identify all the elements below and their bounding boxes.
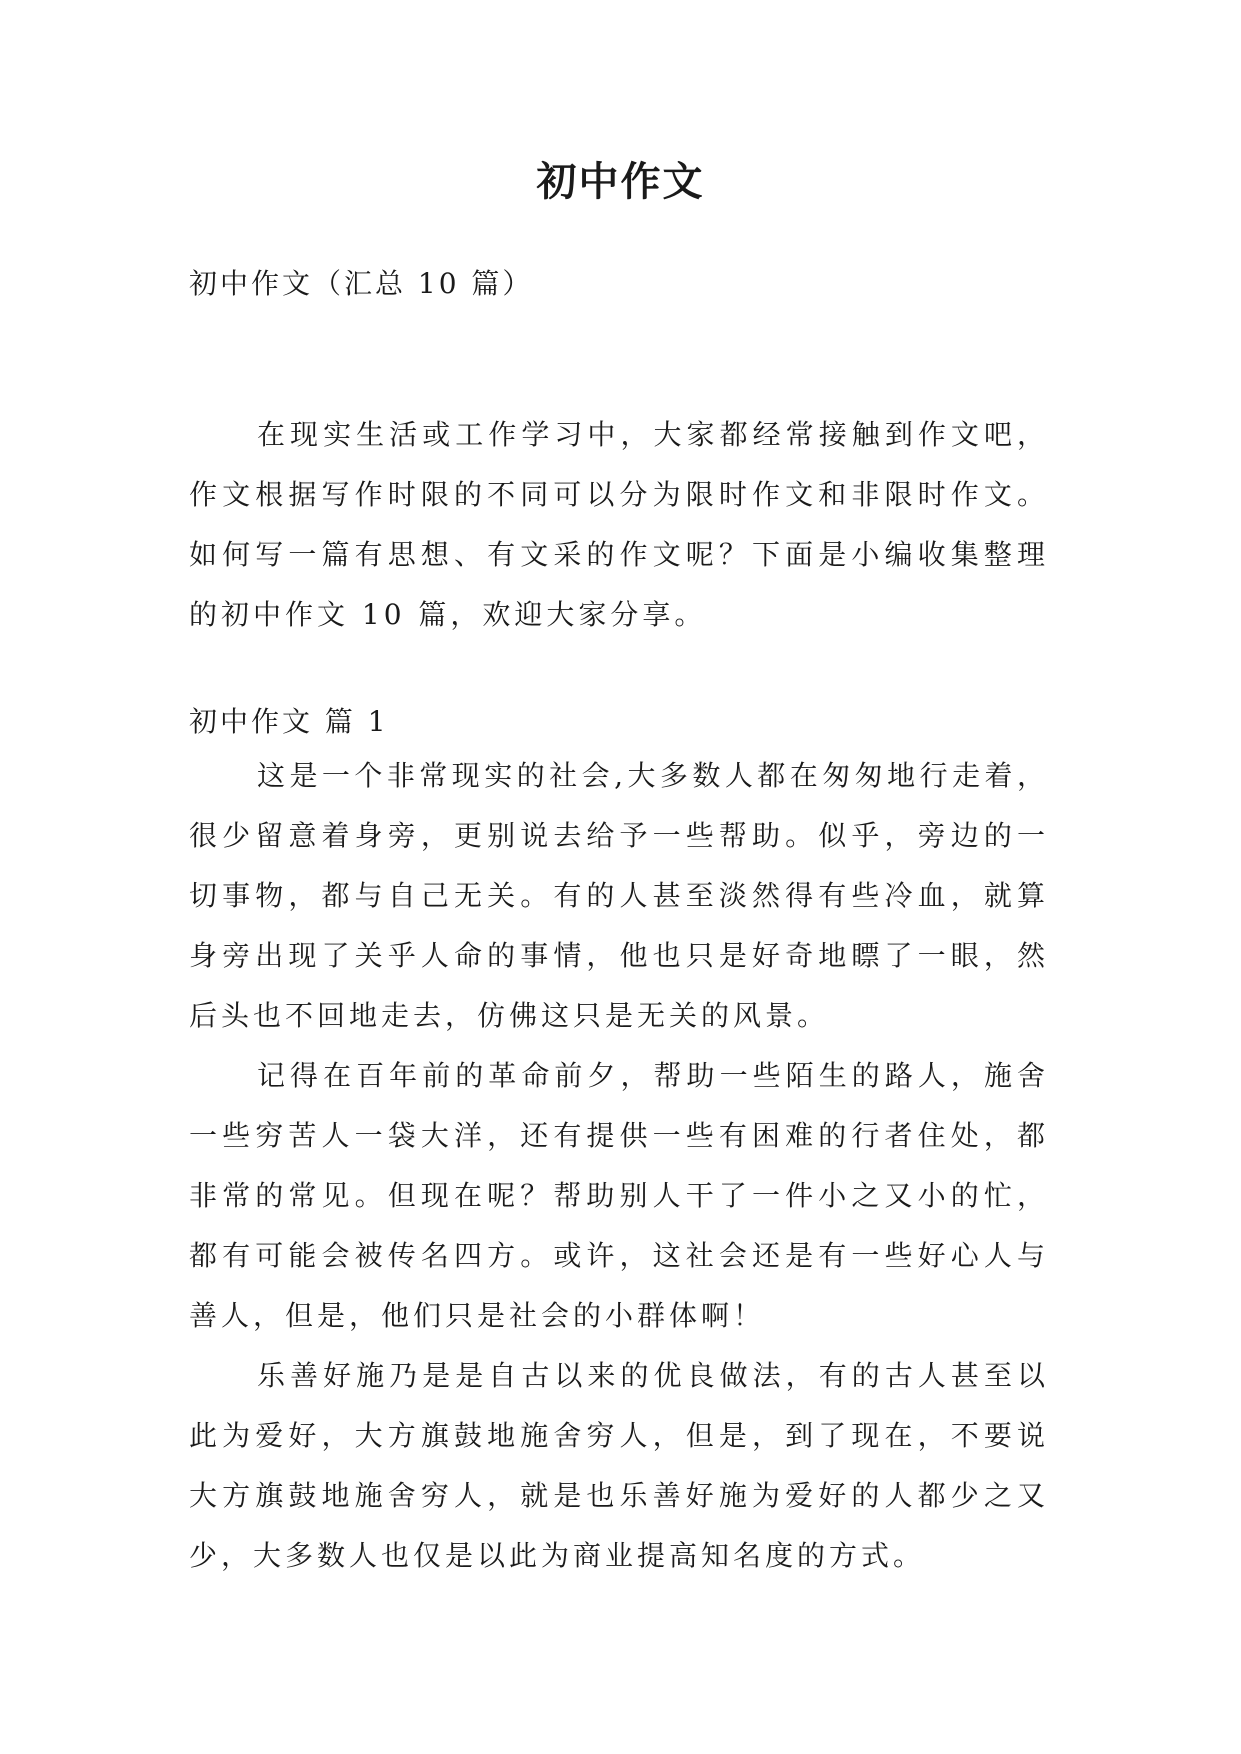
section-paragraph: 这是一个非常现实的社会,大多数人都在匆匆地行走着，很少留意着身旁，更别说去给予一些帮助。似乎，旁边的一切事物，都与自己无关。有的人甚至淡然得有些冷血，就算身旁出现了关乎人命的事情，他也只是好奇地瞟了一眼，然后头也不回地走去，仿佛这只是无关的风景。 bbox=[189, 759, 1049, 1032]
document-subtitle: 初中作文（汇总 10 篇） bbox=[189, 267, 534, 300]
section-paragraph: 乐善好施乃是是自古以来的优良做法，有的古人甚至以此为爱好，大方旗鼓地施舍穷人，但是，到了现在，不要说大方旗鼓地施舍穷人，就是也乐善好施为爱好的人都少之又少，大多数人也仅是以此为商业提高知名度的方式。 bbox=[189, 1359, 1049, 1572]
intro-paragraph: 在现实生活或工作学习中，大家都经常接触到作文吧，作文根据写作时限的不同可以分为限时作文和非限时作文。如何写一篇有思想、有文采的作文呢？下面是小编收集整理的初中作文 10 篇，欢迎大家分享。 bbox=[189, 418, 1049, 631]
section-paragraph: 记得在百年前的革命前夕，帮助一些陌生的路人，施舍一些穷苦人一袋大洋，还有提供一些有困难的行者住处，都非常的常见。但现在呢？帮助别人干了一件小之又小的忙，都有可能会被传名四方。或许，这社会还是有一些好心人与善人，但是，他们只是社会的小群体啊！ bbox=[189, 1059, 1049, 1332]
section-body bbox=[189, 746, 1049, 1586]
section-heading: 初中作文 篇 1 bbox=[189, 705, 389, 738]
document-title: 初中作文 bbox=[536, 158, 705, 205]
